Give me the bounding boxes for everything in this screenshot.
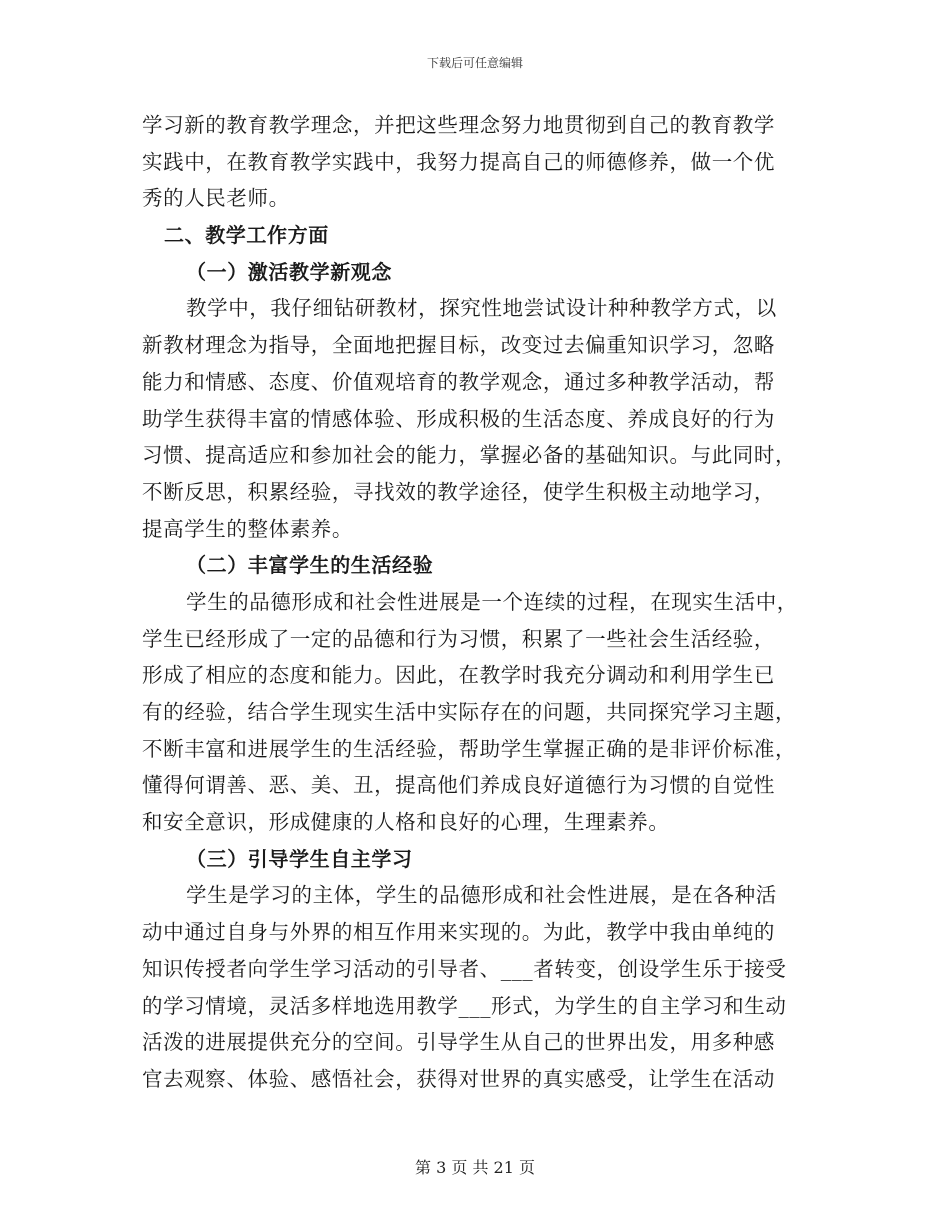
- body-line: 有的经验，结合学生现实生活中实际存在的问题，共同探究学习主题，: [142, 700, 797, 724]
- body-line: 助学生获得丰富的情感体验、形成积极的生活态度、养成良好的行为: [142, 406, 775, 431]
- subsection-heading: （三）引导学生自主学习: [186, 846, 413, 871]
- body-line: 提高学生的整体素养。: [142, 516, 353, 541]
- body-line: 动中通过自身与外界的相互作用来实现的。为此，教学中我由单纯的: [142, 920, 775, 945]
- body-line: 形成了相应的态度和能力。因此，在教学时我充分调动和利用学生已: [142, 663, 775, 688]
- body-line: 活泼的进展提供充分的空间。引导学生从自己的世界出发，用多种感: [142, 1030, 775, 1055]
- body-line: 教学中，我仔细钻研教材，探究性地尝试设计种种教学方式，以: [186, 296, 777, 321]
- document-body: [142, 107, 814, 1098]
- page-header-note: 下载后可任意编辑: [426, 56, 523, 70]
- body-line: 学生的品德形成和社会性进展是一个连续的过程，在现实生活中，: [186, 589, 798, 614]
- body-line: 知识传授者向学生学习活动的引导者、___者转变，创设学生乐于接受: [142, 956, 787, 981]
- body-line: 学生已经形成了一定的品德和行为习惯，积累了一些社会生活经验，: [142, 626, 775, 651]
- body-line: 新教材理念为指导，全面地把握目标，改变过去偏重知识学习，忽略: [142, 333, 775, 358]
- body-line: 能力和情感、态度、价值观培育的教学观念，通过多种教学活动，帮: [142, 369, 775, 394]
- body-line: 学习新的教育教学理念，并把这些理念努力地贯彻到自己的教育教学: [142, 113, 775, 137]
- body-line: 不断反思，积累经验，寻找效的教学途径，使学生积极主动地学习，: [142, 479, 775, 504]
- body-line: 官去观察、体验、感悟社会，获得对世界的真实感受，让学生在活动: [142, 1066, 775, 1091]
- body-line: 习惯、提高适应和参加社会的能力，掌握必备的基础知识。与此同时，: [142, 443, 797, 468]
- body-line: 和安全意识，形成健康的人格和良好的心理，生理素养。: [142, 810, 670, 835]
- body-line: 实践中，在教育教学实践中，我努力提高自己的师德修养，做一个优: [142, 149, 775, 174]
- body-line: 学生是学习的主体，学生的品德形成和社会性进展，是在各种活: [186, 883, 777, 908]
- body-line: 懂得何谓善、恶、美、丑，提高他们养成良好道德行为习惯的自觉性: [142, 773, 775, 798]
- body-line: 秀的人民老师。: [142, 186, 290, 211]
- subsection-heading: （二）丰富学生的生活经验: [186, 553, 434, 578]
- section-heading: 二、教学工作方面: [164, 223, 329, 248]
- body-line: 不断丰富和进展学生的生活经验，帮助学生掌握正确的是非评价标准，: [142, 736, 797, 761]
- page-number: 第 3 页 共 21 页: [415, 1158, 535, 1177]
- body-line: 的学习情境，灵活多样地选用教学___形式，为学生的自主学习和生动: [142, 993, 787, 1018]
- subsection-heading: （一）激活教学新观念: [186, 259, 392, 284]
